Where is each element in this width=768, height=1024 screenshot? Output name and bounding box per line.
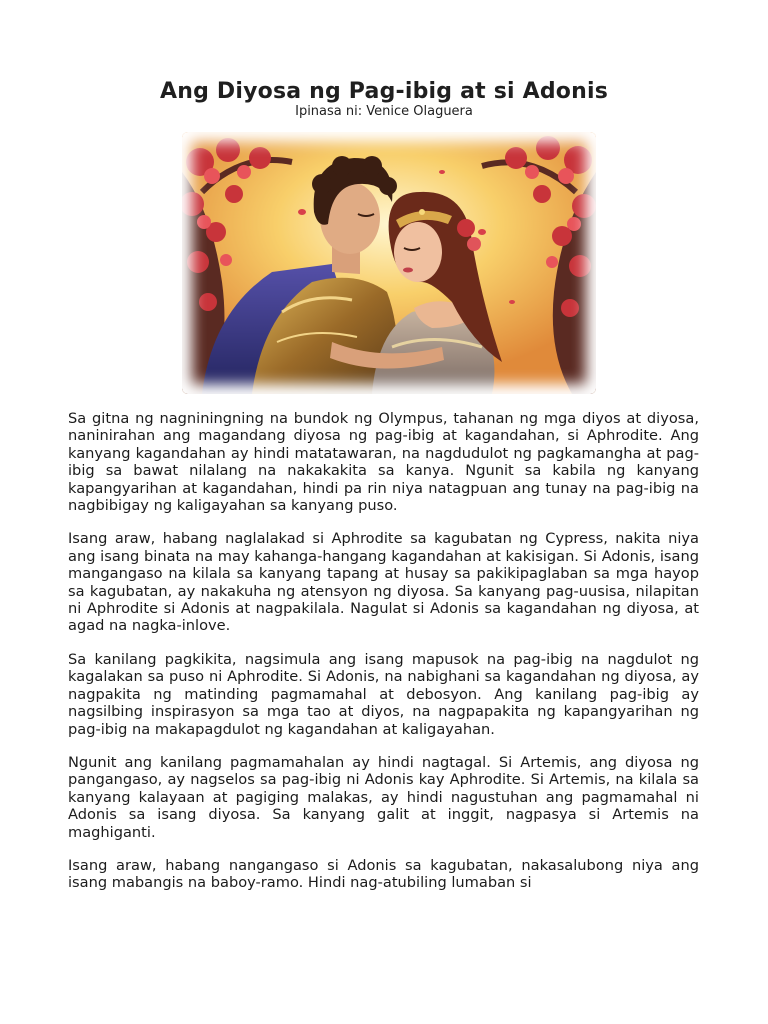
- document-title: Ang Diyosa ng Pag-ibig at si Adonis: [159, 79, 609, 104]
- paragraph-3: Sa kanilang pagkikita, nagsimula ang isang mapusok na pag-ibig na nagdulot ng kagalakan sa puso ni Aphrodite. Si Adonis, na nabighani sa kagandahan ng diyosa, ay nagpakita ng matinding pagmamahal at debosyon. Ang kanilang pag-ibig ay nagsilbing inspirasyon sa mga tao at diyos, na nagpapakita ng kapangyarihan ng pag-ibig na makapagdulot ng kagandahan at kaligayahan.: [68, 650, 699, 738]
- story-body: [68, 410, 699, 908]
- paragraph-1: Sa gitna ng nagniningning na bundok ng Olympus, tahanan ng mga diyos at diyosa, naninirahan ang magandang diyosa ng pag-ibig at kagandahan, si Aphrodite. Ang kanyang kagandahan ay hindi matatawaran, na nagdudulot ng pagkamangha at pag-ibig sa bawat nilalang na nakakakita sa kanya. Ngunit sa kabila ng kanyang kapangyarihan at kagandahan, hindi pa rin niya natagpuan ang tunay na pag-ibig na nagbibigay ng kaligayahan sa kanyang puso.: [68, 410, 699, 515]
- couple-illustration-icon: [182, 132, 596, 394]
- paragraph-5: Isang araw, habang nangangaso si Adonis sa kagubatan, nakasalubong niya ang isang mabangis na baboy-ramo. Hindi nag-atubiling lumaban si: [68, 856, 699, 892]
- paragraph-2: Isang araw, habang naglalakad si Aphrodite sa kagubatan ng Cypress, nakita niya ang isang binata na may kahanga-hangang kagandahan at kakisigan. Si Adonis, isang mangangaso na kilala sa kanyang tapang at husay sa pakikipaglaban sa mga hayop sa kagubatan, ay nakakuha ng atensyon ng diyosa. Sa kanyang pag-uusisa, nilapitan ni Aphrodite si Adonis at nagpakilala. Nagulat si Adonis sa kagandahan ng diyosa, at agad na nagka-inlove.: [68, 530, 699, 635]
- couple-illustration: [182, 132, 596, 394]
- paragraph-4: Ngunit ang kanilang pagmamahalan ay hindi nagtagal. Si Artemis, ang diyosa ng pangangaso, ay nagselos sa pag-ibig ni Adonis kay Aphrodite. Si Artemis, na kilala sa kanyang kalayaan at pagiging malakas, ay hindi nagustuhan ang pagmamahal ni Adonis sa isang diyosa. Sa kanyang galit at inggit, nagpasya si Artemis na maghiganti.: [68, 753, 699, 841]
- document-byline: Ipinasa ni: Venice Olaguera: [295, 104, 473, 119]
